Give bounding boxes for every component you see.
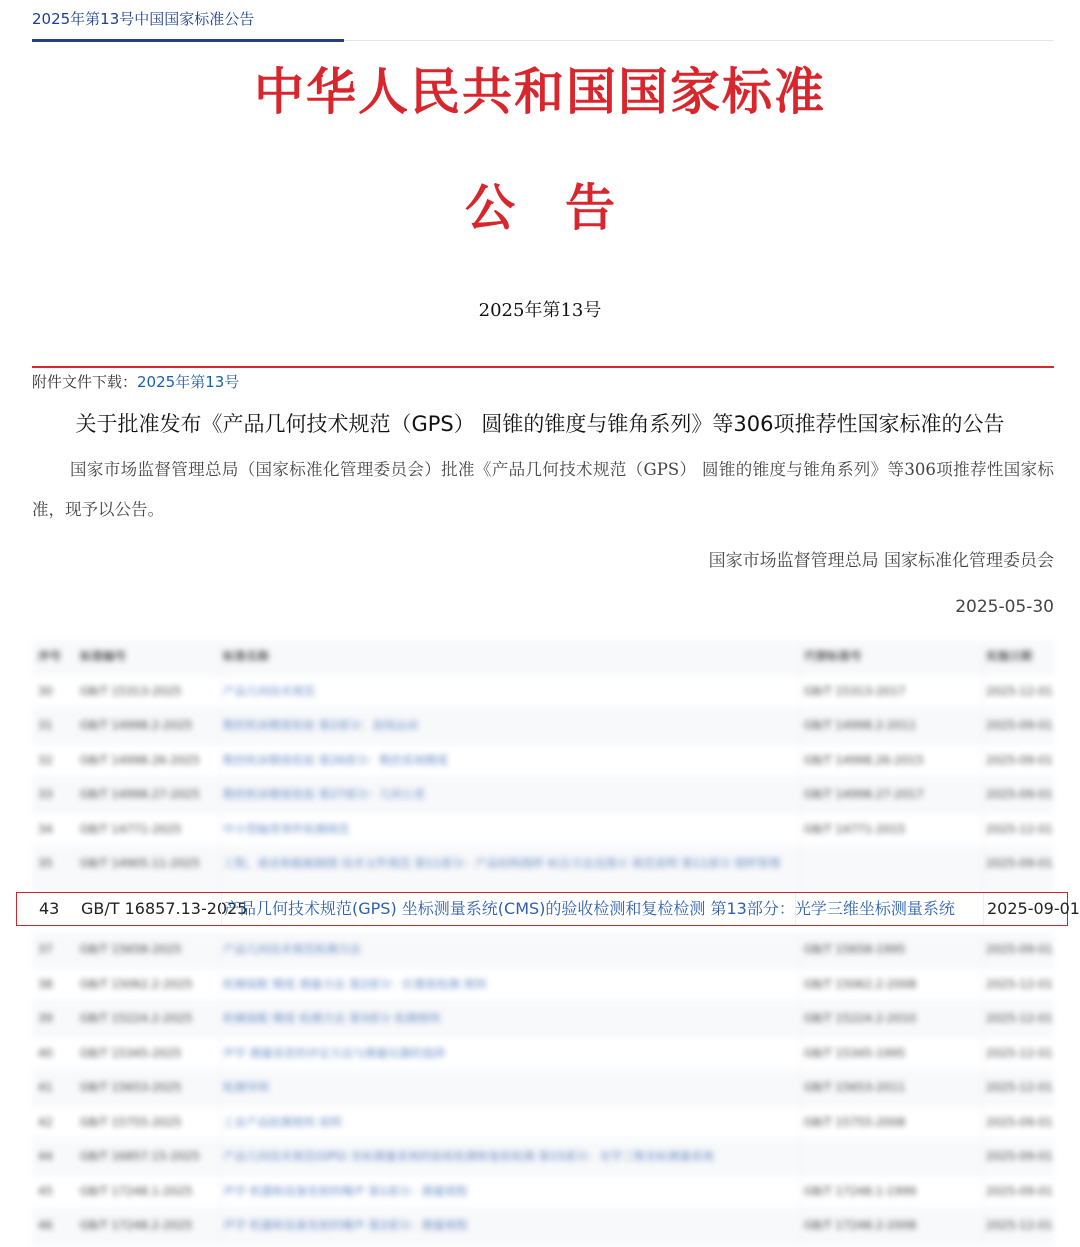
effective-date: 2025-09-01 <box>982 778 1054 812</box>
standard-code: GB/T 14998.2-2025 <box>80 718 193 732</box>
effective-date: 2025-12-01 <box>982 813 1054 847</box>
table-row <box>32 1037 1054 1072</box>
replaced-code: GB/T 14998.2-2011 <box>800 709 974 743</box>
row-index: 37 <box>38 942 53 956</box>
attachment-link[interactable]: 2025年第13号 <box>137 373 240 391</box>
standards-table <box>32 640 1054 1244</box>
issue-number: 2025年第13号 <box>478 300 602 321</box>
standard-name-link[interactable]: 数控机床精度检验 第2部分：直线运动 <box>220 709 797 743</box>
effective-date: 2025-09-01 <box>982 1106 1054 1140</box>
replaced-code: GB/T 15224.2-2010 <box>800 1002 974 1036</box>
attachment-line <box>32 371 239 392</box>
row-index: 39 <box>38 1011 53 1025</box>
effective-date: 2025-12-01 <box>982 1037 1054 1071</box>
row-index: 32 <box>38 752 53 767</box>
tab-notice[interactable]: 2025年第13号中国国家标准公告 <box>32 10 255 28</box>
notice-heading: 公告 <box>465 178 665 237</box>
standard-code: GB/T 15224.2-2025 <box>80 1011 193 1025</box>
row-index: 30 <box>38 683 53 698</box>
effective-date: 2025-12-01 <box>982 1002 1054 1036</box>
row-index: 40 <box>38 1045 53 1060</box>
replaced-code: GB/T 14998.26-2015 <box>800 744 974 778</box>
effective-date: 2025-09-01 <box>982 1175 1054 1209</box>
row-index: 38 <box>38 976 53 991</box>
main-title: 中华人民共和国国家标准 <box>254 62 826 121</box>
row-index: 33 <box>38 787 53 801</box>
standard-name-link[interactable]: 产品几何技术规范检测方法 <box>220 933 797 967</box>
row-index: 31 <box>38 718 53 732</box>
effective-date: 2025-09-01 <box>982 933 1054 967</box>
replaced-code: GB/T 14771-2015 <box>800 813 974 847</box>
standard-code: GB/T 15755-2025 <box>80 1114 182 1129</box>
replaced-code <box>795 893 969 925</box>
effective-date: 2025-12-01 <box>982 968 1054 1002</box>
effective-date: 2025-09-01 <box>982 709 1054 743</box>
highlighted-table-row <box>16 892 1080 926</box>
replaced-code: GB/T 15345-1995 <box>800 1037 974 1071</box>
row-index: 46 <box>38 1218 53 1232</box>
standard-code: GB/T 14998.26-2025 <box>80 752 200 767</box>
effective-date: 2025-09-01 <box>982 847 1054 905</box>
standard-code: GB/T 14771-2025 <box>80 821 182 836</box>
table-row <box>32 744 1054 779</box>
table-row <box>32 709 1054 744</box>
effective-date: 2025-12-01 <box>982 675 1054 709</box>
standard-name-link[interactable]: 声学 机器和设备发射的噪声 第1部分：测量规程 <box>220 1175 797 1209</box>
replaced-code <box>800 1140 974 1174</box>
notice-body: 国家市场监督管理总局（国家标准化管理委员会）批准《产品几何技术规范（GPS） 圆锥的锥度与锥角系列》等306项推荐性国家标准，现予以公告。 <box>32 460 1054 519</box>
replaced-code: GB/T 17248.1-1999 <box>800 1175 974 1209</box>
notice-title: 关于批准发布《产品几何技术规范（GPS） 圆锥的锥度与锥角系列》等306项推荐性国家标准的公告 <box>75 412 1005 436</box>
effective-date: 2025-09-01 <box>983 893 1055 925</box>
standard-code: GB/T 14998.27-2025 <box>80 787 200 801</box>
row-index: 43 <box>39 899 60 918</box>
standard-code: GB/T 15658-2025 <box>80 942 182 956</box>
table-row <box>32 968 1054 1003</box>
standard-name-link[interactable]: 声学 测量误差的评定方法与测量仪器的选择 <box>220 1037 797 1071</box>
standard-name-link[interactable]: 检测导则 <box>220 1071 797 1105</box>
table-row <box>32 933 1054 968</box>
header-cell: 代替标准号 <box>800 640 974 674</box>
table-row <box>32 1175 1054 1210</box>
standard-name-link[interactable]: 数控机床精度检验 第26部分：数控系统精度 <box>220 744 797 778</box>
replaced-code: GB/T 14998.27-2017 <box>800 778 974 812</box>
effective-date: 2025-09-01 <box>982 1140 1054 1174</box>
table-row <box>32 778 1054 813</box>
table-row <box>32 675 1054 710</box>
header-cell: 序号 <box>38 649 61 663</box>
table-row <box>32 1140 1054 1175</box>
table-header <box>32 640 1054 675</box>
effective-date: 2025-09-01 <box>982 744 1054 778</box>
notice-issuer: 国家市场监督管理总局 国家标准化管理委员会 <box>708 551 1054 571</box>
standard-name-link[interactable]: 工业产品检测规则 说明 <box>220 1106 797 1140</box>
standard-code: GB/T 15345-2025 <box>80 1045 182 1060</box>
row-index: 35 <box>38 856 53 870</box>
effective-date: 2025-12-01 <box>982 1071 1054 1105</box>
header-cell: 标准编号 <box>80 649 126 663</box>
table-row <box>32 813 1054 848</box>
standard-name-link[interactable]: 声学 机器和设备发射的噪声 第2部分：测量规程 <box>220 1209 797 1243</box>
replaced-code: GB/T 15313-2017 <box>800 675 974 709</box>
replaced-code: GB/T 15658-1995 <box>800 933 974 967</box>
standard-code: GB/T 15062.2-2025 <box>80 976 193 991</box>
notice-date: 2025-05-30 <box>955 597 1054 617</box>
table-row <box>32 1071 1054 1106</box>
standard-code: GB/T 17248.2-2025 <box>80 1218 193 1232</box>
standard-name-link[interactable]: 产品几何技术规范 <box>220 675 797 709</box>
effective-date: 2025-12-01 <box>982 1209 1054 1243</box>
row-index: 44 <box>38 1149 53 1163</box>
replaced-code: GB/T 15755-2008 <box>800 1106 974 1140</box>
top-tab-bar <box>32 0 1054 41</box>
active-tab-underline <box>32 39 344 42</box>
table-row <box>32 1209 1054 1244</box>
standard-name-link[interactable]: 机械装配 精度 检测方法 第3部分 检测规则 <box>220 1002 797 1036</box>
standard-name-link[interactable]: 机械装配 精度 测量方法 第2部分：位置度检测 规则 <box>220 968 797 1002</box>
standard-name-link[interactable]: 产品几何技术规范(GPS) 坐标测量系统的验收检测和复检检测 第15部分：光学三维坐标测量系统 <box>220 1140 797 1174</box>
row-index: 34 <box>38 821 53 836</box>
header-cell: 实施日期 <box>982 640 1054 674</box>
replaced-code: GB/T 15062.2-2008 <box>800 968 974 1002</box>
standard-name-link[interactable]: 中小型轴类零件检测规范 <box>220 813 797 847</box>
replaced-code: GB/T 15653-2011 <box>800 1071 974 1105</box>
row-index: 45 <box>38 1183 53 1198</box>
row-index: 41 <box>38 1080 53 1094</box>
standard-code: GB/T 15313-2025 <box>80 683 182 698</box>
standard-code: GB/T 16857.15-2025 <box>80 1149 200 1163</box>
standard-code: GB/T 14905.11-2025 <box>80 856 200 870</box>
standard-name-link[interactable]: 数控机床精度检验 第27部分：几何公差 <box>220 778 797 812</box>
replaced-code: GB/T 17248.2-2008 <box>800 1209 974 1243</box>
table-row <box>32 1002 1054 1037</box>
row-index: 42 <box>38 1114 53 1129</box>
standard-code: GB/T 15653-2025 <box>80 1080 182 1094</box>
red-divider <box>32 366 1054 368</box>
standard-code: GB/T 17248.1-2025 <box>80 1183 193 1198</box>
standard-name-link[interactable]: 工程、商业和船舶制图 技术文件规范 第11部分：产品结构图样 标注方法及图示 规范说明 第11部分 图样管理 <box>220 847 797 905</box>
attachment-label: 附件文件下载： <box>32 373 138 391</box>
table-row <box>32 1106 1054 1141</box>
header-cell: 标准名称 <box>220 640 797 674</box>
standard-code: GB/T 16857.13-2025 <box>81 899 248 918</box>
standard-name-link[interactable]: 产品几何技术规范(GPS) 坐标测量系统(CMS)的验收检测和复检检测 第13部分：光学三维坐标测量系统 <box>221 893 798 925</box>
